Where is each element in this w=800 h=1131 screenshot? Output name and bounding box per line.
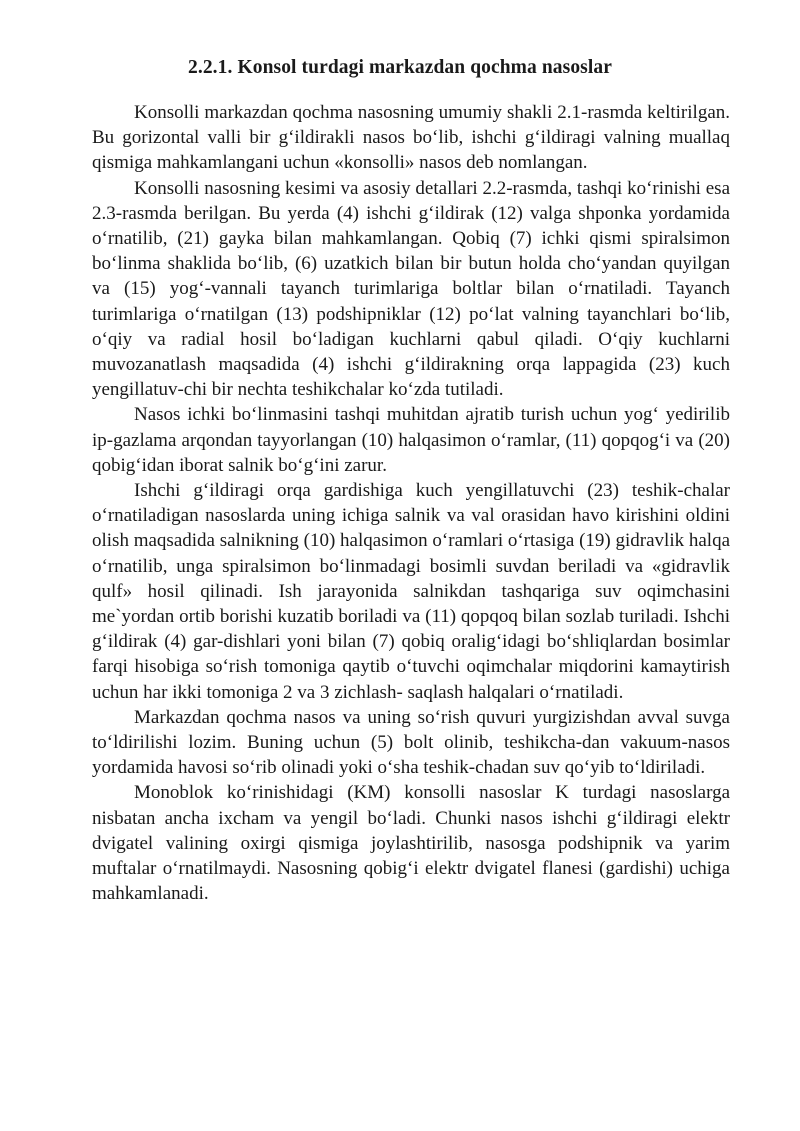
paragraph-3: Nasos ichki bo‘linmasini tashqi muhitdan ajratib turish uchun yog‘ yedirilib ip-gazlama arqondan tayyorlangan (10) halqasimon o‘ramlar, (11) qopqog‘i va (20) qobig‘idan iborat salnik bo‘g‘ini zarur. [92,404,730,476]
paragraph-2: Konsolli nasosning kesimi va asosiy detallari 2.2-rasmda, tashqi ko‘rinishi esa 2.3-rasmda berilgan. Bu yerda (4) ishchi g‘ildirak (12) valga shponka yordamida o‘rnatilib, (21) gayka bilan mahkamlangan. Qobiq (7) ichki qismi spiralsimon bo‘linma shaklida bo‘lib, (6) uzatkich bilan bir butun holda cho‘yandan quyilgan va (15) yog‘-vannali tayanch turimlariga boltlar bilan o‘rnatiladi. Tayanch turimlariga o‘rnatilgan (13) podshipniklar (12) po‘lat valning tayanchlari bo‘lib, o‘qiy va radial hosil bo‘ladigan kuchlarni qabul qiladi. O‘qiy kuchlarni muvozanatlash maqsadida (4) ishchi g‘ildirakning orqa lappagida (23) kuch yengillatuv-chi bir nechta teshikchalar ko‘zda tutiladi. [92,177,730,401]
section-heading: 2.2.1. Konsol turdagi markazdan qochma nasoslar [188,57,612,78]
paragraph-5: Markazdan qochma nasos va uning so‘rish quvuri yurgizishdan avval suvga to‘ldirilishi lozim. Buning uchun (5) bolt olinib, teshikcha-dan vakuum-nasos yordamida havosi so‘rib olinadi yoki o‘sha teshik-chadan suv qo‘yib to‘ldiriladi. [92,706,730,779]
paragraph-1: Konsolli markazdan qochma nasosning umumiy shakli 2.1-rasmda keltirilgan. Bu gorizontal valli bir g‘ildirakli nasos bo‘lib, ishchi g‘ildiragi valning muallaq qismiga mahkamlangani uchun «konsolli» nasos deb nomlangan. [92,102,730,174]
body-text [92,100,730,907]
paragraph-6: Monoblok ko‘rinishidagi (KM) konsolli nasoslar K turdagi nasoslarga nisbatan ancha ixcham va yengil bo‘ladi. Chunki nasos ishchi g‘ildiragi elektr dvigatel valining oxirgi qismiga joylashtirilib, nasosga podshipnik va yarim muftalar o‘rnatilmaydi. Nasosning qobig‘i elektr dvigatel flanesi (gardishi) uchiga mahkamlanadi. [92,782,730,905]
paragraph-4: Ishchi g‘ildiragi orqa gardishiga kuch yengillatuvchi (23) teshik-chalar o‘rnatiladigan nasoslarda uning ichiga salnik va val orasidan havo kirishini oldini olish maqsadida salnikning (10) halqasimon o‘ramlari o‘rtasiga (19) gidravlik halqa o‘rnatilib, unga spiralsimon bo‘linmadagi bosimli suvdan beriladi va «gidravlik qulf» hosil qilinadi. Ish jarayonida salnikdan tashqariga suv oqimchasini me`yordan ortib borishi kuzatib boriladi va (11) qopqoq bilan sozlab turiladi. Ishchi g‘ildirak (4) gar-dishlari yoni bilan (7) qobiq oralig‘idagi bo‘shliqlardan bosimlar farqi hisobiga so‘rish tomoniga qaytib o‘tuvchi oqimchalar miqdorini kamaytirish uchun har ikki tomoniga 2 va 3 zichlash- saqlash halqalari o‘rnatiladi. [92,480,730,703]
